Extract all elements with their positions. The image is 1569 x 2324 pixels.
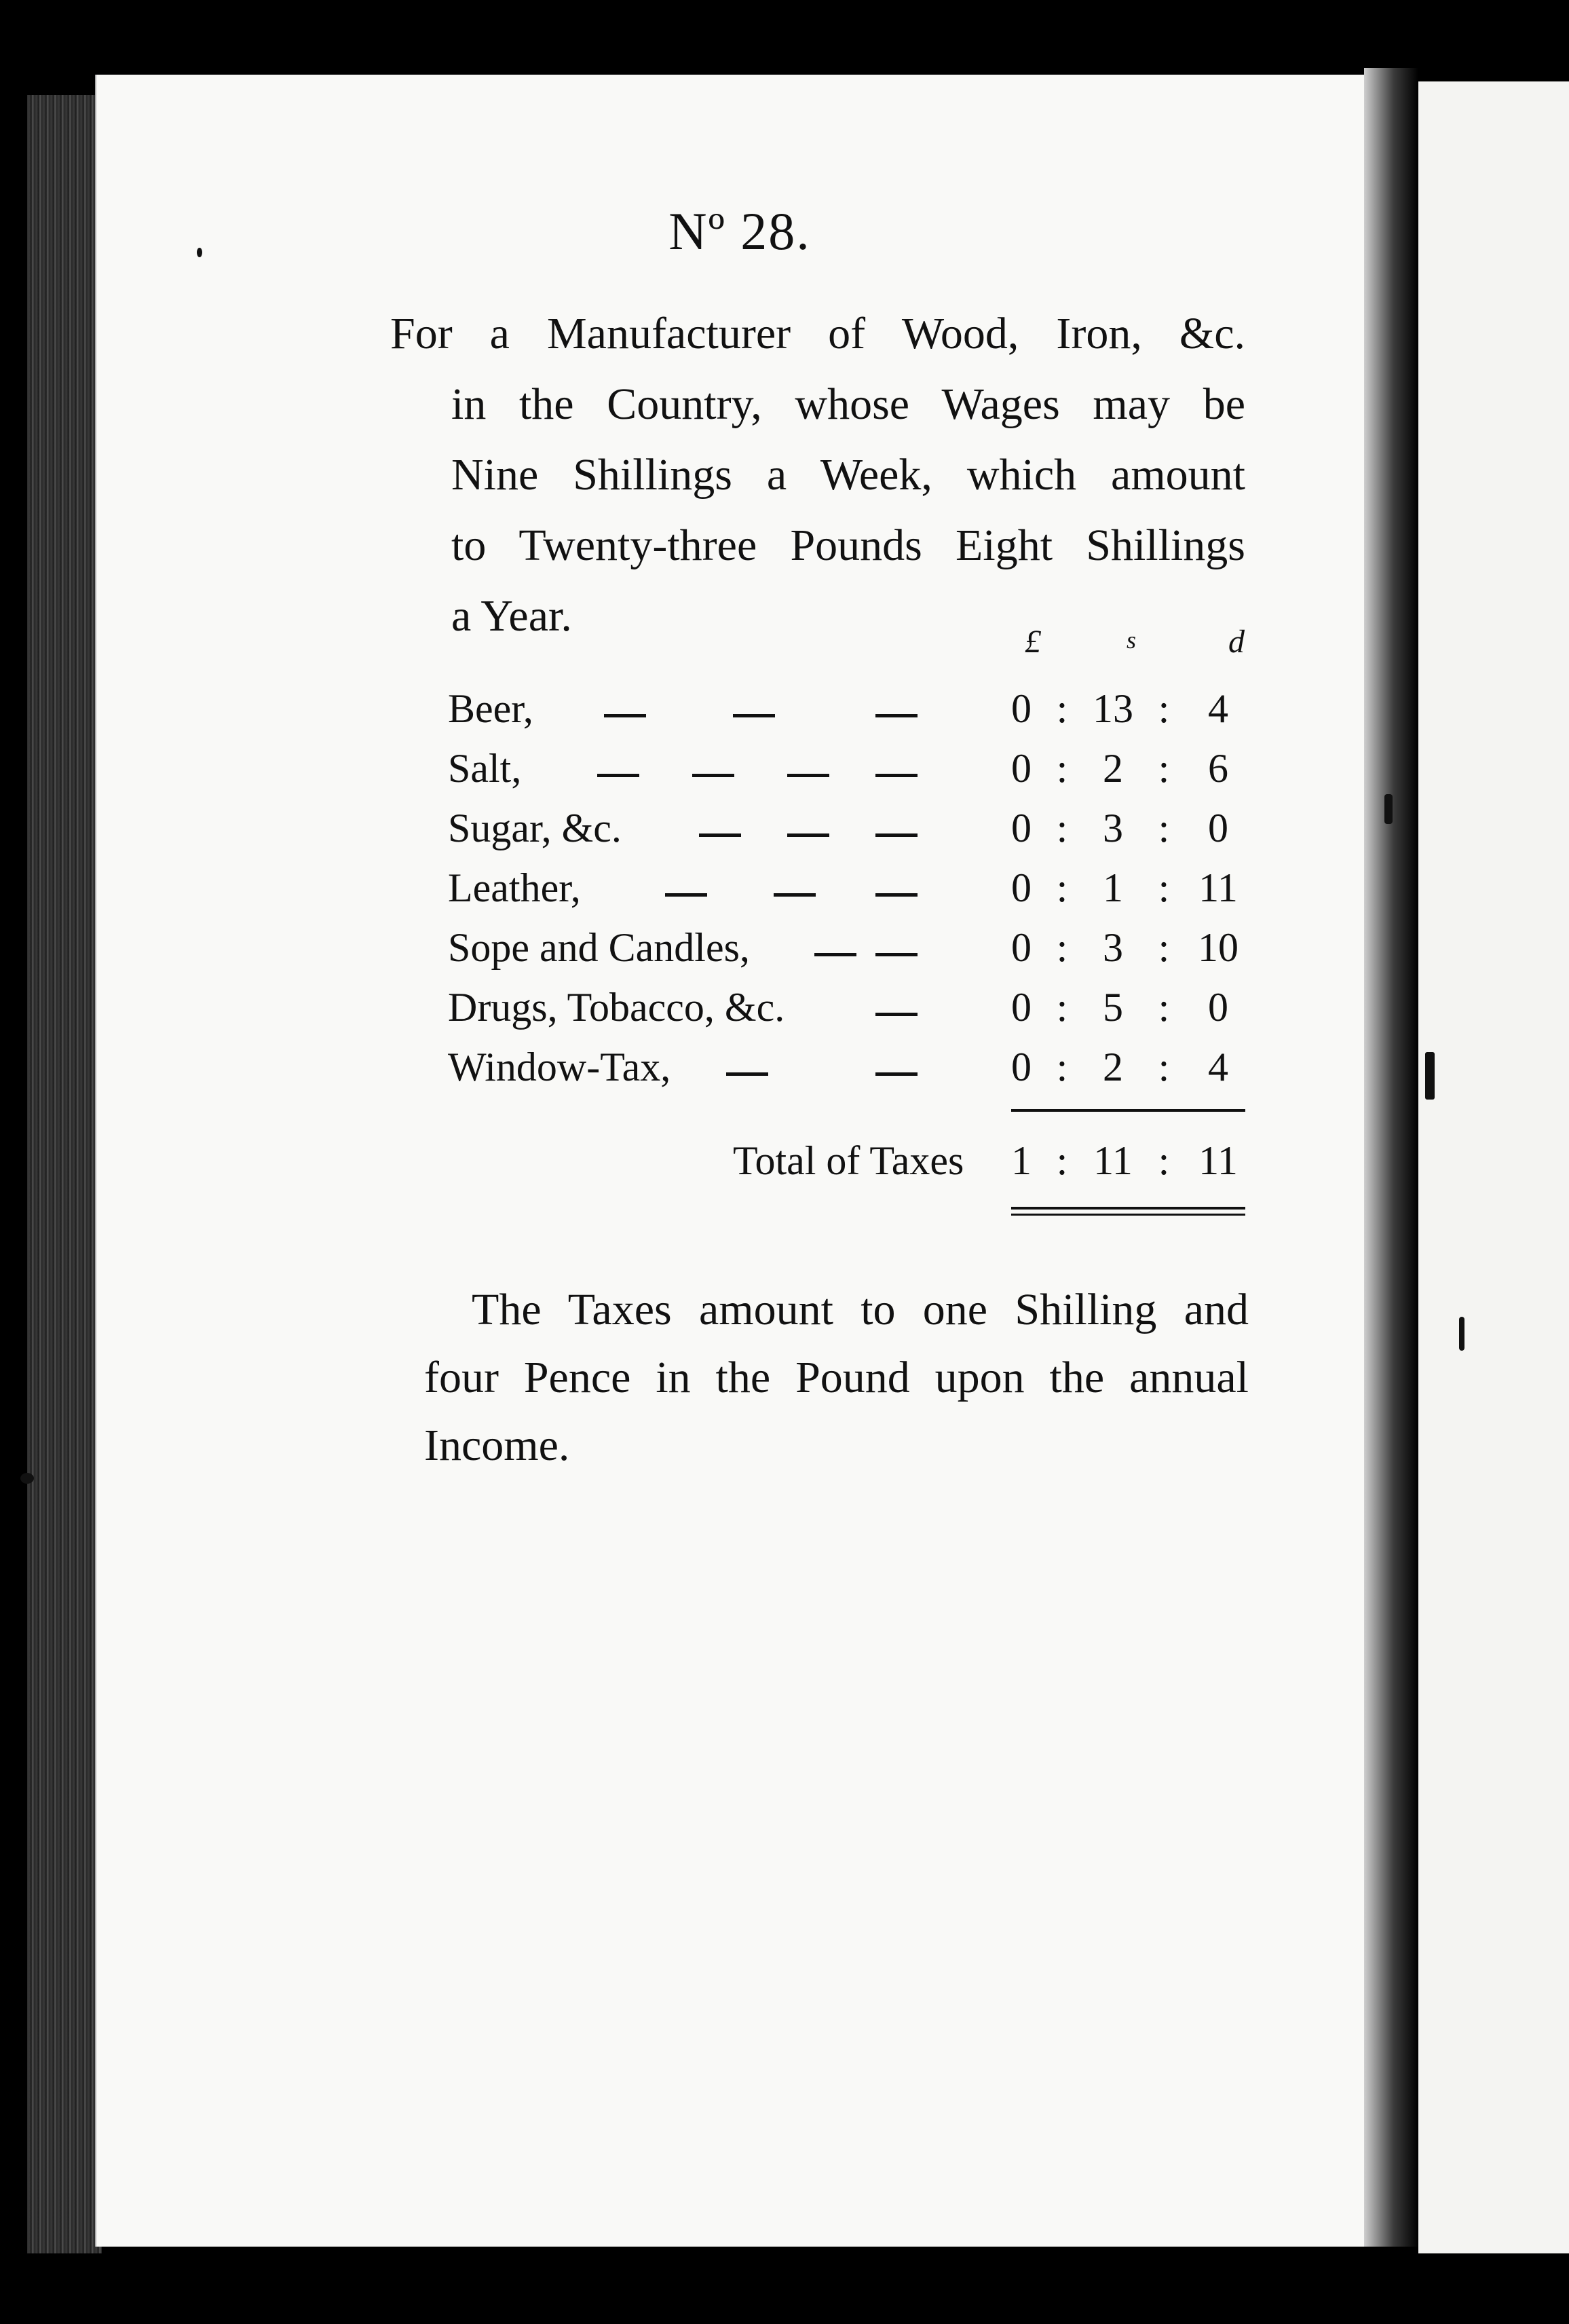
item-label: Leather, — [448, 865, 581, 910]
leader-dashes — [448, 1044, 923, 1098]
pence-value: 10 — [1198, 925, 1239, 970]
item-label: Beer, — [448, 686, 533, 731]
leader-dash — [733, 714, 775, 717]
item-label: Drugs, Tobacco, &c. — [448, 985, 785, 1030]
shillings-value: 13 — [1093, 686, 1133, 731]
column-headings — [998, 623, 1255, 664]
leader-dash — [814, 953, 856, 956]
separator: : — [1158, 1138, 1170, 1183]
total-rule — [1011, 1207, 1245, 1210]
leader-dash — [787, 833, 829, 837]
shillings-value: 3 — [1103, 806, 1123, 850]
separator: : — [1056, 1045, 1068, 1089]
page-edge — [27, 95, 102, 2253]
leader-dash — [875, 953, 918, 956]
table-row — [448, 745, 1262, 805]
intro-line: in the Country, whose Wages may be — [451, 379, 1245, 429]
leader-dash — [665, 893, 707, 897]
item-label: Salt, — [448, 746, 522, 791]
pounds-value: 0 — [1011, 806, 1032, 850]
ink-speck — [1459, 1317, 1464, 1351]
pence-value: 0 — [1208, 806, 1228, 850]
separator: : — [1056, 865, 1068, 910]
leader-dashes — [448, 686, 923, 740]
leader-dash — [597, 774, 639, 777]
pounds-value: 0 — [1011, 865, 1032, 910]
sum-rule — [1011, 1109, 1245, 1112]
leader-dash — [787, 774, 829, 777]
closing-line: Income. — [424, 1421, 570, 1470]
ink-speck — [20, 1473, 34, 1484]
leader-dash — [875, 714, 918, 717]
total-row — [448, 1138, 1262, 1199]
shillings-value: 3 — [1103, 925, 1123, 970]
closing-line: four Pence in the Pound upon the annual — [424, 1353, 1249, 1402]
ink-speck — [1384, 794, 1393, 824]
ink-speck — [1425, 1052, 1435, 1100]
leader-dashes — [448, 865, 923, 919]
intro-line: Nine Shillings a Week, which amount — [451, 450, 1245, 500]
pence-value: 11 — [1198, 865, 1238, 910]
item-label: Window-Tax, — [448, 1045, 671, 1089]
pence-column-heading: d — [1228, 624, 1245, 660]
pence-value: 4 — [1208, 1045, 1228, 1089]
table-row — [448, 805, 1262, 865]
leader-dash — [875, 833, 918, 837]
separator: : — [1056, 985, 1068, 1030]
pounds-value: 0 — [1011, 1045, 1032, 1089]
leader-dash — [774, 893, 816, 897]
leader-dash — [875, 1072, 918, 1076]
shillings-value: 1 — [1103, 865, 1123, 910]
leader-dash — [692, 774, 734, 777]
pounds-column-heading: £ — [1025, 624, 1041, 660]
table-row — [448, 865, 1262, 924]
total-label: Total of Taxes — [733, 1138, 964, 1183]
shillings-value: 2 — [1103, 1045, 1123, 1089]
total-pounds: 1 — [1011, 1138, 1032, 1183]
separator: : — [1056, 1138, 1068, 1183]
separator: : — [1158, 1045, 1170, 1089]
separator: : — [1158, 806, 1170, 850]
separator: : — [1056, 925, 1068, 970]
leader-dash — [875, 893, 918, 897]
total-rule — [1011, 1214, 1245, 1216]
leader-dash — [875, 774, 918, 777]
item-label: Sugar, &c. — [448, 806, 622, 850]
table-row — [448, 924, 1262, 984]
table-row — [448, 686, 1262, 745]
intro-paragraph — [390, 299, 1245, 652]
intro-line: For a Manufacturer of Wood, Iron, &c. — [390, 309, 1245, 358]
book-gutter — [1364, 68, 1418, 2247]
pence-value: 0 — [1208, 985, 1228, 1030]
leader-dashes — [448, 984, 923, 1038]
leader-dash — [604, 714, 646, 717]
leader-dashes — [448, 924, 923, 979]
separator: : — [1056, 806, 1068, 850]
pence-value: 4 — [1208, 686, 1228, 731]
separator: : — [1056, 746, 1068, 791]
pounds-value: 0 — [1011, 686, 1032, 731]
leader-dash — [726, 1072, 768, 1076]
separator: : — [1056, 686, 1068, 731]
separator: : — [1158, 746, 1170, 791]
leader-dashes — [448, 805, 923, 859]
intro-line: a Year. — [451, 591, 572, 641]
leader-dash — [699, 833, 741, 837]
page-number-heading: Nº 28. — [668, 202, 811, 261]
separator: : — [1158, 985, 1170, 1030]
item-label: Sope and Candles, — [448, 925, 750, 970]
shillings-value: 2 — [1103, 746, 1123, 791]
intro-line: to Twenty-three Pounds Eight Shillings — [451, 521, 1245, 570]
tax-table — [448, 686, 1262, 1104]
leader-dashes — [448, 745, 923, 800]
pounds-value: 0 — [1011, 746, 1032, 791]
closing-line: The Taxes amount to one Shilling and — [472, 1285, 1249, 1334]
leader-dash — [875, 1013, 918, 1016]
closing-paragraph — [424, 1276, 1249, 1480]
table-row — [448, 984, 1262, 1044]
pence-value: 6 — [1208, 746, 1228, 791]
pounds-value: 0 — [1011, 985, 1032, 1030]
separator: : — [1158, 865, 1170, 910]
separator: : — [1158, 925, 1170, 970]
pounds-value: 0 — [1011, 925, 1032, 970]
total-pence: 11 — [1198, 1138, 1238, 1183]
shillings-value: 5 — [1103, 985, 1123, 1030]
table-row — [448, 1044, 1262, 1104]
total-shillings: 11 — [1093, 1138, 1133, 1183]
separator: : — [1158, 686, 1170, 731]
ink-speck — [197, 248, 202, 257]
facing-page-fragment — [1418, 81, 1569, 2253]
shillings-column-heading: s — [1127, 626, 1137, 654]
